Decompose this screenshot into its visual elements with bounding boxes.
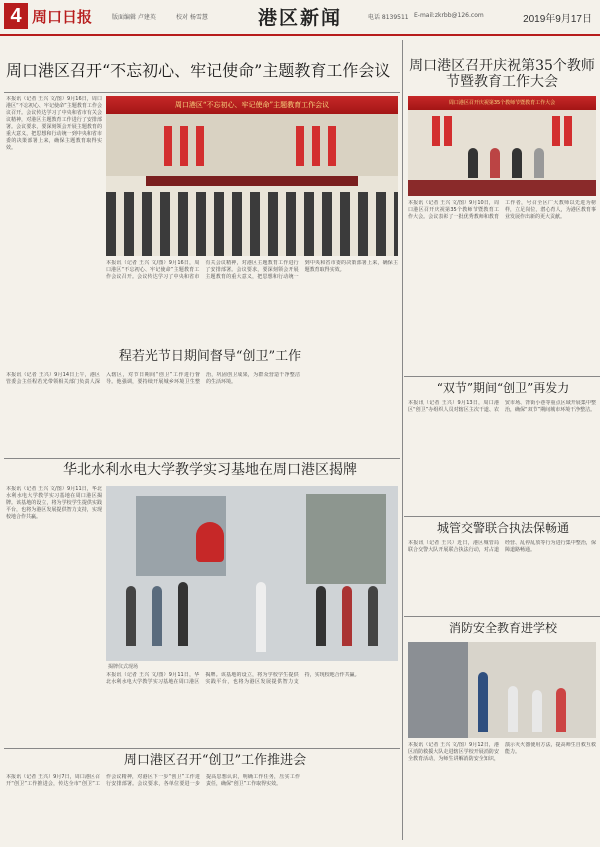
person — [316, 586, 326, 646]
main-headline: 周口港区召开“不忘初心、牢记使命”主题教育工作会议 — [6, 61, 391, 80]
teachers-day-photo — [408, 96, 596, 196]
paper-name: 周口日报 — [32, 8, 93, 26]
double-festival-body: 本报讯（记者 王兴）9月13日，周口港区“创卫”办组织人员对辖区主次干道、农贸市场、背街小巷等重点区域开展集中整治，确保“双节”期间城市环境干净整洁。 — [408, 400, 596, 413]
masthead — [0, 0, 600, 36]
joint-enforcement-body: 本报讯（记者 王兴）近日，港区城管局联合交警大队开展联合执法行动，对占道经营、乱停乱放等行为进行集中整治，保障道路畅通。 — [408, 540, 596, 553]
flag — [196, 126, 204, 166]
stage-backdrop — [106, 114, 398, 176]
teachers-day-banner-text: 周口港区召开庆祝第35个教师节暨教育工作大会 — [448, 100, 556, 106]
flag — [328, 126, 336, 166]
university-photo — [106, 486, 398, 661]
issue-date: 2019年9月17日 — [523, 14, 592, 25]
teachers-day-body: 本报讯（记者 王兴 文/图）9月10日，周口港区召开庆祝第35个教师节暨教育工作大会。会议表彰了一批优秀教师和教育工作者，号召全区广大教师以先进为榜样，立足岗位，潜心育人，为港区教育事业发展作出新的更大贡献。 — [408, 200, 596, 220]
speaker — [256, 582, 266, 652]
section-divider — [404, 516, 600, 517]
section-divider — [404, 616, 600, 617]
double-festival-headline: “双节”期间“创卫”再发力 — [436, 381, 570, 395]
fire-safety-photo — [408, 642, 596, 738]
university-headline: 华北水利水电大学教学实习基地在周口港区揭牌 — [63, 462, 357, 478]
section-divider — [404, 376, 600, 377]
supervision-body: 本报讯（记者 王兴）9月14日上午，港区管委会主任程若光带领相关部门负责人深入辖区，对节日期间“创卫”工作进行督导。他强调，要持续开展城乡环境卫生整治，巩固创卫成果，为群众营造干净整洁的生活环境。 — [6, 372, 300, 385]
email: E-mail:zkrbb@126.com — [414, 12, 484, 19]
section-divider — [4, 748, 400, 749]
meeting-banner-text: 周口港区“不忘初心、牢记使命”主题教育工作会议 — [174, 101, 330, 109]
joint-enforcement-headline: 城管交警联合执法保畅通 — [436, 521, 569, 535]
stage-floor — [408, 180, 596, 196]
section-divider — [4, 458, 400, 459]
person — [342, 586, 352, 646]
classroom-wall — [408, 642, 468, 738]
hotline: 电话 8139511 — [368, 14, 409, 21]
trees — [306, 494, 386, 584]
person — [534, 148, 544, 178]
flag — [564, 116, 572, 146]
audience-rows — [106, 192, 398, 256]
main-article-body: 本报讯（记者 王兴 文/图）9月16日，周口港区“不忘初心、牢记使命”主题教育工作会议召开。会议传达学习了中央和省市有关会议精神，对港区主题教育工作进行了安排部署。会议要求，要深刻领会开展主题教育的重大意义，把思想和行动统一到中央和省市委的决策部署上来，确保主题教育取得实效。 — [6, 96, 102, 151]
fire-safety-body: 本报讯（记者 王兴 文/图）9月12日，港区消防救援大队走进辖区学校开展消防安全教育活动，为师生讲解消防安全知识，演示灭火器使用方法，提高师生自救互救能力。 — [408, 742, 596, 762]
student — [532, 690, 542, 732]
university-photo-caption: 揭牌仪式现场 — [108, 664, 139, 670]
person — [126, 586, 136, 646]
person — [368, 586, 378, 646]
student — [508, 686, 518, 732]
person — [152, 586, 162, 646]
university-body-continued: 本报讯（记者 王兴 文/图）9月11日，华北水利水电大学教学实习基地在周口港区揭牌。该基地的设立，将为学校学生提供实践平台，也将为港区发展提供智力支持，实现校地合作共赢。 — [106, 672, 360, 685]
flag — [432, 116, 440, 146]
university-body: 本报讯（记者 王兴 文/图）9月11日，华北水利水电大学教学实习基地在周口港区揭牌。该基地的设立，将为学校学生提供实践平台，也将为港区发展提供智力支持，实现校地合作共赢。 — [6, 486, 102, 520]
flag — [312, 126, 320, 166]
teachers-day-banner — [408, 96, 596, 110]
flag — [444, 116, 452, 146]
firefighter — [478, 672, 488, 732]
podium-table — [146, 176, 358, 186]
column-divider — [402, 40, 403, 840]
promotion-body: 本报讯（记者 王兴）9月7日，周口港区召开“创卫”工作推进会，传达全市“创卫”工作会议精神，对港区下一步“创卫”工作进行安排部署。会议要求，各单位要进一步提高思想认识，明确工作任务，压实工作责任，确保“创卫”工作取得实效。 — [6, 774, 300, 787]
student — [556, 688, 566, 732]
red-cloth-plaque — [196, 522, 224, 562]
proofreader-line: 校对 杨雪慧 — [176, 14, 208, 21]
person — [490, 148, 500, 178]
flag — [552, 116, 560, 146]
main-headline-rule — [4, 92, 400, 93]
teachers-day-headline: 周口港区召开庆祝第35个教师节暨教育工作大会 — [409, 58, 595, 91]
promotion-headline: 周口港区召开“创卫”工作推进会 — [123, 753, 307, 768]
person — [178, 582, 188, 646]
supervision-headline: 程若光节日期间督导“创卫”工作 — [118, 349, 302, 364]
section-title: 港区新闻 — [258, 7, 343, 29]
editor-line: 版面编辑 卢建英 — [112, 14, 156, 21]
flag — [296, 126, 304, 166]
meeting-banner — [106, 96, 398, 114]
person — [468, 148, 478, 178]
page-number: 4 — [4, 3, 28, 29]
person — [512, 148, 522, 178]
main-article-body-continued: 本报讯（记者 王兴 文/图）9月16日，周口港区“不忘初心、牢记使命”主题教育工作会议召开。会议传达学习了中央和省市有关会议精神，对港区主题教育工作进行了安排部署。会议要求，要深刻领会开展主题教育的重大意义，把思想和行动统一到中央和省市委的决策部署上来，确保主题教育取得实效。 — [106, 260, 398, 280]
flag — [164, 126, 172, 166]
flag — [180, 126, 188, 166]
fire-safety-headline: 消防安全教育进学校 — [448, 621, 557, 635]
main-meeting-photo — [106, 96, 398, 256]
